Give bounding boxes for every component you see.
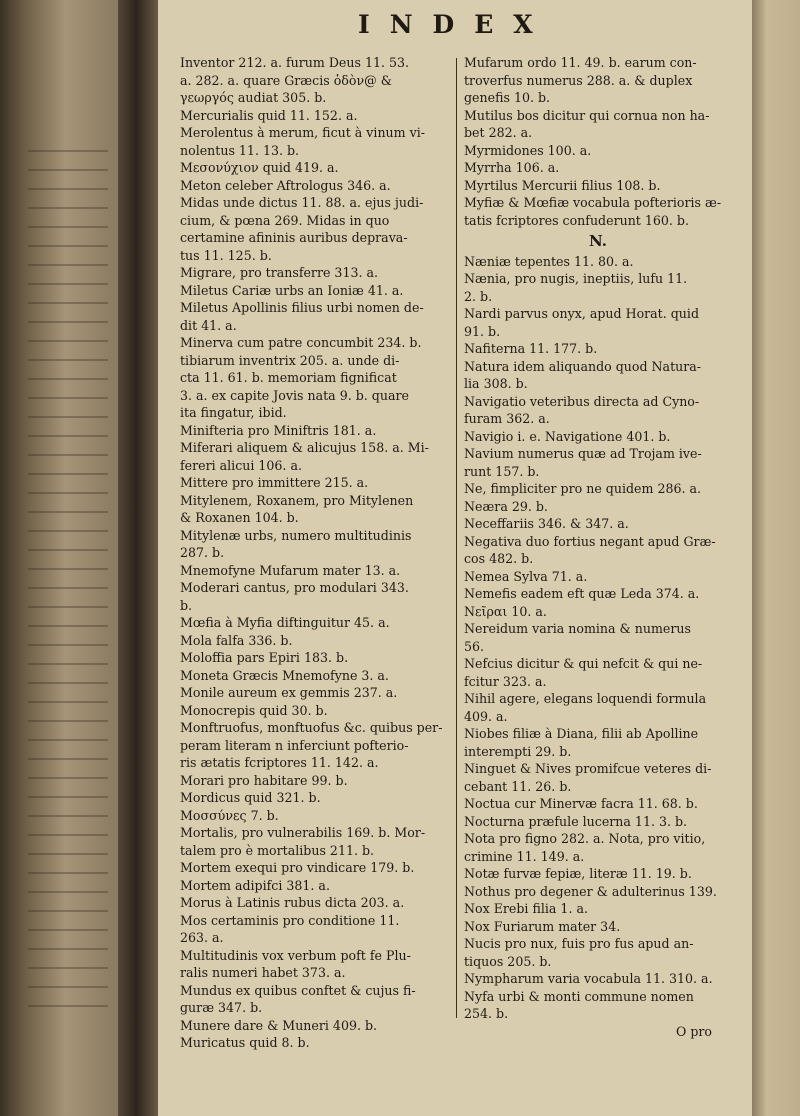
index-line: troverfus numerus 288. a. & duplex (464, 72, 693, 88)
index-line: Neæra 29. b. (464, 498, 548, 514)
index-line: ita fingatur, ibid. (180, 405, 287, 420)
index-line: Nyfa urbi & monti commune nomen (464, 988, 694, 1004)
index-line: cta 11. 61. b. memoriam fignificat (180, 370, 397, 385)
index-line: runt 157. b. (464, 463, 540, 479)
left-column (180, 54, 448, 1052)
index-line: Niobes filiæ à Diana, filii ab Apolline (464, 726, 699, 741)
index-line: 263. a. (180, 930, 224, 945)
index-line: Nardi parvus onyx, apud Horat. quid (464, 306, 700, 321)
index-line: Muricatus quid 8. b. (180, 1035, 310, 1050)
index-line: bet 282. a. (464, 125, 533, 140)
index-line: ralis numeri habet 373. a. (180, 965, 346, 980)
index-line: Nympharum varia vocabula 11. 310. a. (464, 971, 713, 986)
index-line: Mortem exequi pro vindicare 179. b. (180, 860, 415, 875)
index-line: Μεσονύχιον quid 419. a. (180, 160, 339, 175)
index-line: Nox Erebi filia 1. a. (464, 901, 588, 916)
index-line: 409. a. (464, 708, 508, 724)
index-line: Nothus pro degener & adulterinus 139. (464, 883, 717, 899)
index-line: Mnemofyne Mufarum mater 13. a. (180, 562, 401, 578)
index-line: Myrtilus Mercurii filius 108. b. (464, 177, 661, 193)
index-line: Moderari cantus, pro modulari 343. (180, 580, 409, 595)
index-line: Ne, fimpliciter pro ne quidem 286. a. (464, 481, 702, 496)
index-line: Mordicus quid 321. b. (180, 790, 321, 805)
index-line: certamine afininis auribus deprava- (180, 230, 408, 245)
index-line: cebant 11. 26. b. (464, 778, 572, 794)
index-line: crimine 11. 149. a. (464, 848, 585, 864)
index-line: Morari pro habitare 99. b. (180, 772, 348, 788)
index-line: Natura idem aliquando quod Natura- (464, 358, 702, 374)
index-line: Νεῖραι 10. a. (464, 603, 547, 619)
left-page-text-traces (28, 150, 108, 1010)
index-line: talem pro è mortalibus 211. b. (180, 842, 375, 858)
index-line: guræ 347. b. (180, 1000, 263, 1015)
index-line: tiquos 205. b. (464, 953, 552, 969)
index-line: Miletus Cariæ urbs an Ioniæ 41. a. (180, 282, 404, 298)
index-line: Nefcius dicitur & qui nefcit & qui ne- (464, 656, 703, 671)
index-line: Myrrha 106. a. (464, 160, 560, 175)
book-gutter (118, 0, 158, 1116)
section-letter-n: N. (589, 232, 607, 250)
index-line: Nota pro figno 282. a. Nota, pro vitio, (464, 831, 706, 846)
index-line: interempti 29. b. (464, 743, 572, 759)
index-line: Munere dare & Muneri 409. b. (180, 1017, 378, 1033)
index-line: Navium numerus quæ ad Trojam ive- (464, 446, 702, 461)
index-line: lia 308. b. (464, 376, 528, 391)
index-line: fcitur 323. a. (464, 673, 547, 689)
index-line: Nucis pro nux, fuis pro fus apud an- (464, 936, 694, 951)
index-line: Inventor 212. a. furum Deus 11. 53. (180, 55, 410, 70)
index-line: 3. a. ex capite Jovis nata 9. b. quare (180, 387, 409, 403)
index-line: ris ætatis fcriptores 11. 142. a. (180, 755, 379, 770)
index-line: a. 282. a. quare Græcis ὁδὸν@ & (180, 72, 392, 88)
index-line: Minerva cum patre concumbit 234. b. (180, 335, 422, 350)
index-line: 287. b. (180, 545, 225, 560)
index-line: tibiarum inventrix 205. a. unde di- (180, 352, 400, 368)
index-line: Myrmidones 100. a. (464, 142, 592, 158)
index-line: Nereidum varia nomina & numerus (464, 621, 691, 636)
index-line: 2. b. (464, 288, 493, 304)
index-line: Miletus Apollinis filius urbi nomen de- (180, 300, 424, 315)
index-line: Ninguet & Nives promifcue veteres di- (464, 761, 712, 776)
index-line: Nihil agere, elegans loquendi formula (464, 691, 707, 706)
index-line: Mos certaminis pro conditione 11. (180, 912, 400, 928)
index-line: Moneta Græcis Mnemofyne 3. a. (180, 667, 389, 683)
index-line: Minifteria pro Miniftris 181. a. (180, 422, 377, 438)
index-line: Mitylenæ urbs, numero multitudinis (180, 527, 412, 543)
index-line: tus 11. 125. b. (180, 247, 272, 263)
right-column-m-entries (464, 54, 732, 229)
index-line: 56. (464, 638, 485, 654)
index-line: Nemefis eadem eft quæ Leda 374. a. (464, 586, 700, 601)
index-line: Negativa duo fortius negant apud Græ- (464, 533, 716, 549)
index-line: & Roxanen 104. b. (180, 510, 299, 525)
left-page-edge (0, 0, 118, 1116)
index-line: Mortem adipifci 381. a. (180, 877, 330, 893)
index-line: peram literam n inferciunt pofterio- (180, 737, 409, 753)
index-line: furam 362. a. (464, 411, 550, 426)
index-line: Midas unde dictus 11. 88. a. ejus judi- (180, 195, 424, 210)
index-line: Nænia, pro nugis, ineptiis, lufu 11. (464, 271, 688, 286)
next-page-edge (752, 0, 800, 1116)
index-line: Notæ furvæ fepiæ, literæ 11. 19. b. (464, 866, 692, 881)
page-header: INDEX (358, 10, 553, 39)
index-line: Mundus ex quibus conftet & cujus fi- (180, 982, 416, 998)
right-column (464, 54, 732, 1040)
index-line: Mufarum ordo 11. 49. b. earum con- (464, 55, 697, 70)
index-line: genefis 10. b. (464, 90, 551, 105)
index-line: Nocturna præfule lucerna 11. 3. b. (464, 813, 688, 829)
index-line: Monocrepis quid 30. b. (180, 702, 328, 718)
column-divider (456, 58, 457, 1018)
index-line: cos 482. b. (464, 551, 534, 566)
index-line: Neceffariis 346. & 347. a. (464, 516, 629, 531)
catchword: O pro (676, 1023, 712, 1039)
index-line: Nemea Sylva 71. a. (464, 568, 588, 584)
index-line: Mœfia à Myfia diftinguitur 45. a. (180, 615, 390, 630)
index-line: Merolentus à merum, ficut à vinum vi- (180, 125, 426, 140)
index-line: Migrare, pro transferre 313. a. (180, 265, 378, 280)
index-line: fereri alicui 106. a. (180, 457, 302, 473)
index-line: Multitudinis vox verbum poft fe Plu- (180, 947, 411, 963)
index-line: b. (180, 597, 193, 613)
index-line: Myfiæ & Mœfiæ vocabula pofterioris æ- (464, 195, 722, 210)
index-line: dit 41. a. (180, 317, 237, 333)
index-line: Mortalis, pro vulnerabilis 169. b. Mor- (180, 825, 426, 840)
index-line: cium, & pœna 269. Midas in quo (180, 212, 390, 228)
index-line: γεωργός audiat 305. b. (180, 90, 327, 105)
index-page (158, 0, 752, 1116)
index-line: Miferari aliquem & alicujus 158. a. Mi- (180, 440, 429, 455)
index-line: nolentus 11. 13. b. (180, 142, 300, 158)
index-line: Mutilus bos dicitur qui cornua non ha- (464, 107, 710, 123)
index-line: Nafiterna 11. 177. b. (464, 341, 598, 356)
index-line: Navigio i. e. Navigatione 401. b. (464, 428, 671, 444)
index-line: tatis fcriptores confuderunt 160. b. (464, 212, 689, 228)
index-line: Næniæ tepentes 11. 80. a. (464, 253, 634, 269)
index-line: Mercurialis quid 11. 152. a. (180, 107, 358, 123)
index-line: Μοσσύνες 7. b. (180, 807, 279, 823)
index-line: Monile aureum ex gemmis 237. a. (180, 685, 398, 700)
index-line: Navigatio veteribus directa ad Cyno- (464, 393, 700, 409)
index-line: Morus à Latinis rubus dicta 203. a. (180, 895, 405, 910)
index-line: Noctua cur Minervæ facra 11. 68. b. (464, 796, 698, 811)
index-line: Monftruofus, monftuofus &c. quibus per- (180, 720, 443, 735)
index-line: Mola falfa 336. b. (180, 632, 293, 648)
index-line: Mittere pro immittere 215. a. (180, 475, 369, 490)
index-line: Moloffia pars Epiri 183. b. (180, 650, 349, 665)
index-line: Nox Furiarum mater 34. (464, 918, 621, 934)
index-line: Mitylenem, Roxanem, pro Mitylenen (180, 492, 414, 508)
index-line: 91. b. (464, 323, 501, 339)
index-line: Meton celeber Aftrologus 346. a. (180, 177, 391, 193)
right-column-n-entries (464, 253, 732, 1023)
index-line: 254. b. (464, 1006, 509, 1021)
